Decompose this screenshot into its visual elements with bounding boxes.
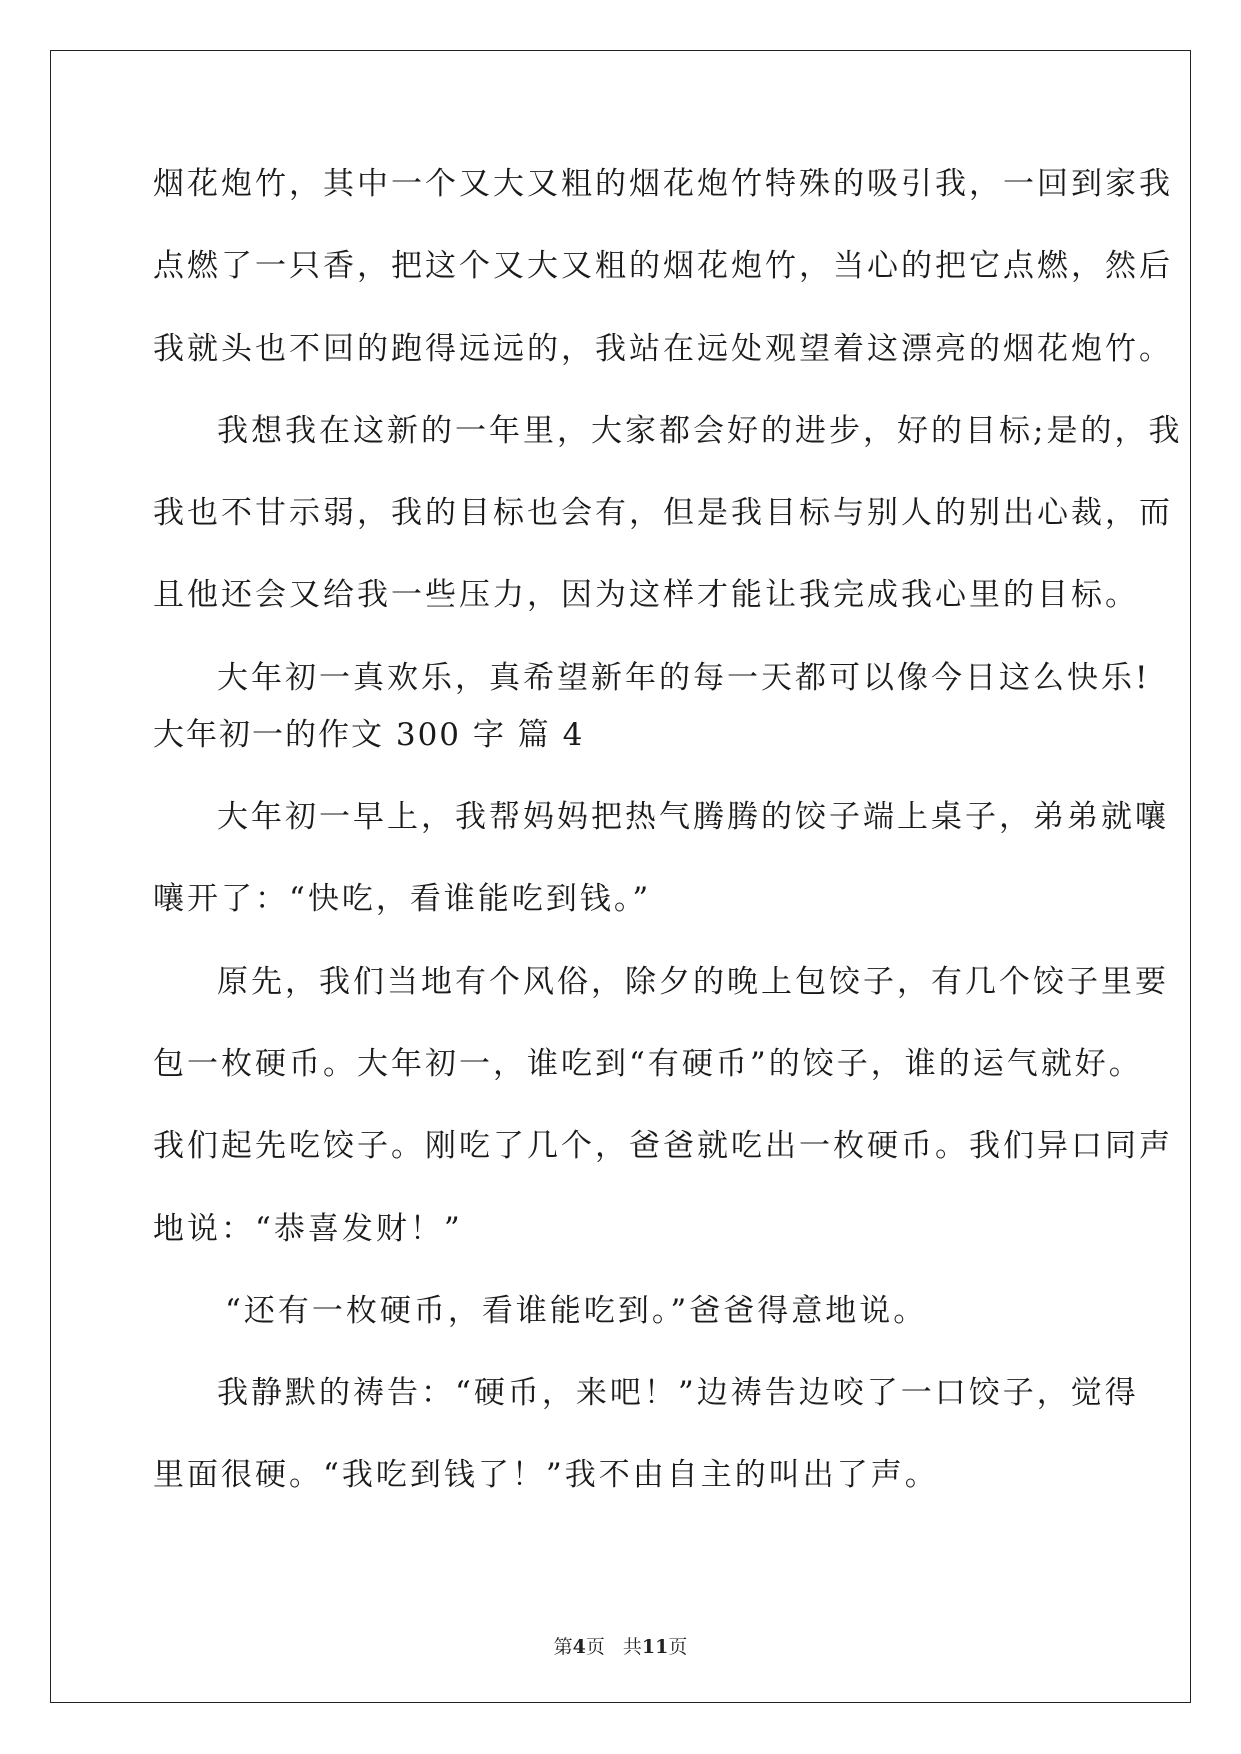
text-line: 我也不甘示弱，我的目标也会有，但是我目标与别人的别出心裁，而 xyxy=(153,495,1173,532)
text-line: 嚷开了：“快吃，看谁能吃到钱。” xyxy=(153,881,652,918)
total-suffix: 页 xyxy=(668,1636,688,1658)
paragraph-start-line: 我想我在这新的一年里，大家都会好的进步，好的目标;是的，我 xyxy=(217,412,1183,449)
paragraph-start-line: 大年初一真欢乐，真希望新年的每一天都可以像今日这么快乐! xyxy=(217,659,1151,696)
text-line: 我们起先吃饺子。刚吃了几个，爸爸就吃出一枚硬币。我们异口同声 xyxy=(153,1128,1173,1165)
page-prefix: 第 xyxy=(553,1636,573,1658)
paragraph-start-line: 大年初一早上，我帮妈妈把热气腾腾的饺子端上桌子，弟弟就嚷 xyxy=(217,799,1169,836)
text-line: 地说：“恭喜发财！” xyxy=(153,1210,463,1247)
paragraph-start-line: 原先，我们当地有个风俗，除夕的晚上包饺子，有几个饺子里要 xyxy=(217,963,1169,1000)
paragraph-start-line: “还有一枚硬币，看谁能吃到。”爸爸得意地说。 xyxy=(225,1292,928,1329)
document-body xyxy=(153,166,1183,1540)
section-heading: 大年初一的作文 300 字 篇 4 xyxy=(153,716,585,753)
text-line: 点燃了一只香，把这个又大又粗的烟花炮竹，当心的把它点燃，然后 xyxy=(153,248,1173,285)
page-suffix: 页 xyxy=(585,1636,605,1658)
paragraph-start-line: 我静默的祷告：“硬币，来吧！”边祷告边咬了一口饺子，觉得 xyxy=(217,1375,1139,1412)
text-line: 包一枚硬币。大年初一，谁吃到“有硬币”的饺子，谁的运气就好。 xyxy=(153,1045,1143,1082)
text-line: 里面很硬。“我吃到钱了！”我不由自主的叫出了声。 xyxy=(153,1457,939,1494)
text-line: 且他还会又给我一些压力，因为这样才能让我完成我心里的目标。 xyxy=(153,577,1139,614)
page-current: 4 xyxy=(572,1636,586,1658)
page-footer xyxy=(0,1632,1241,1659)
page-total: 11 xyxy=(641,1636,669,1658)
text-line: 我就头也不回的跑得远远的，我站在远处观望着这漂亮的烟花炮竹。 xyxy=(153,330,1173,367)
text-line: 烟花炮竹，其中一个又大又粗的烟花炮竹特殊的吸引我，一回到家我 xyxy=(153,166,1173,202)
total-prefix: 共 xyxy=(622,1636,642,1658)
